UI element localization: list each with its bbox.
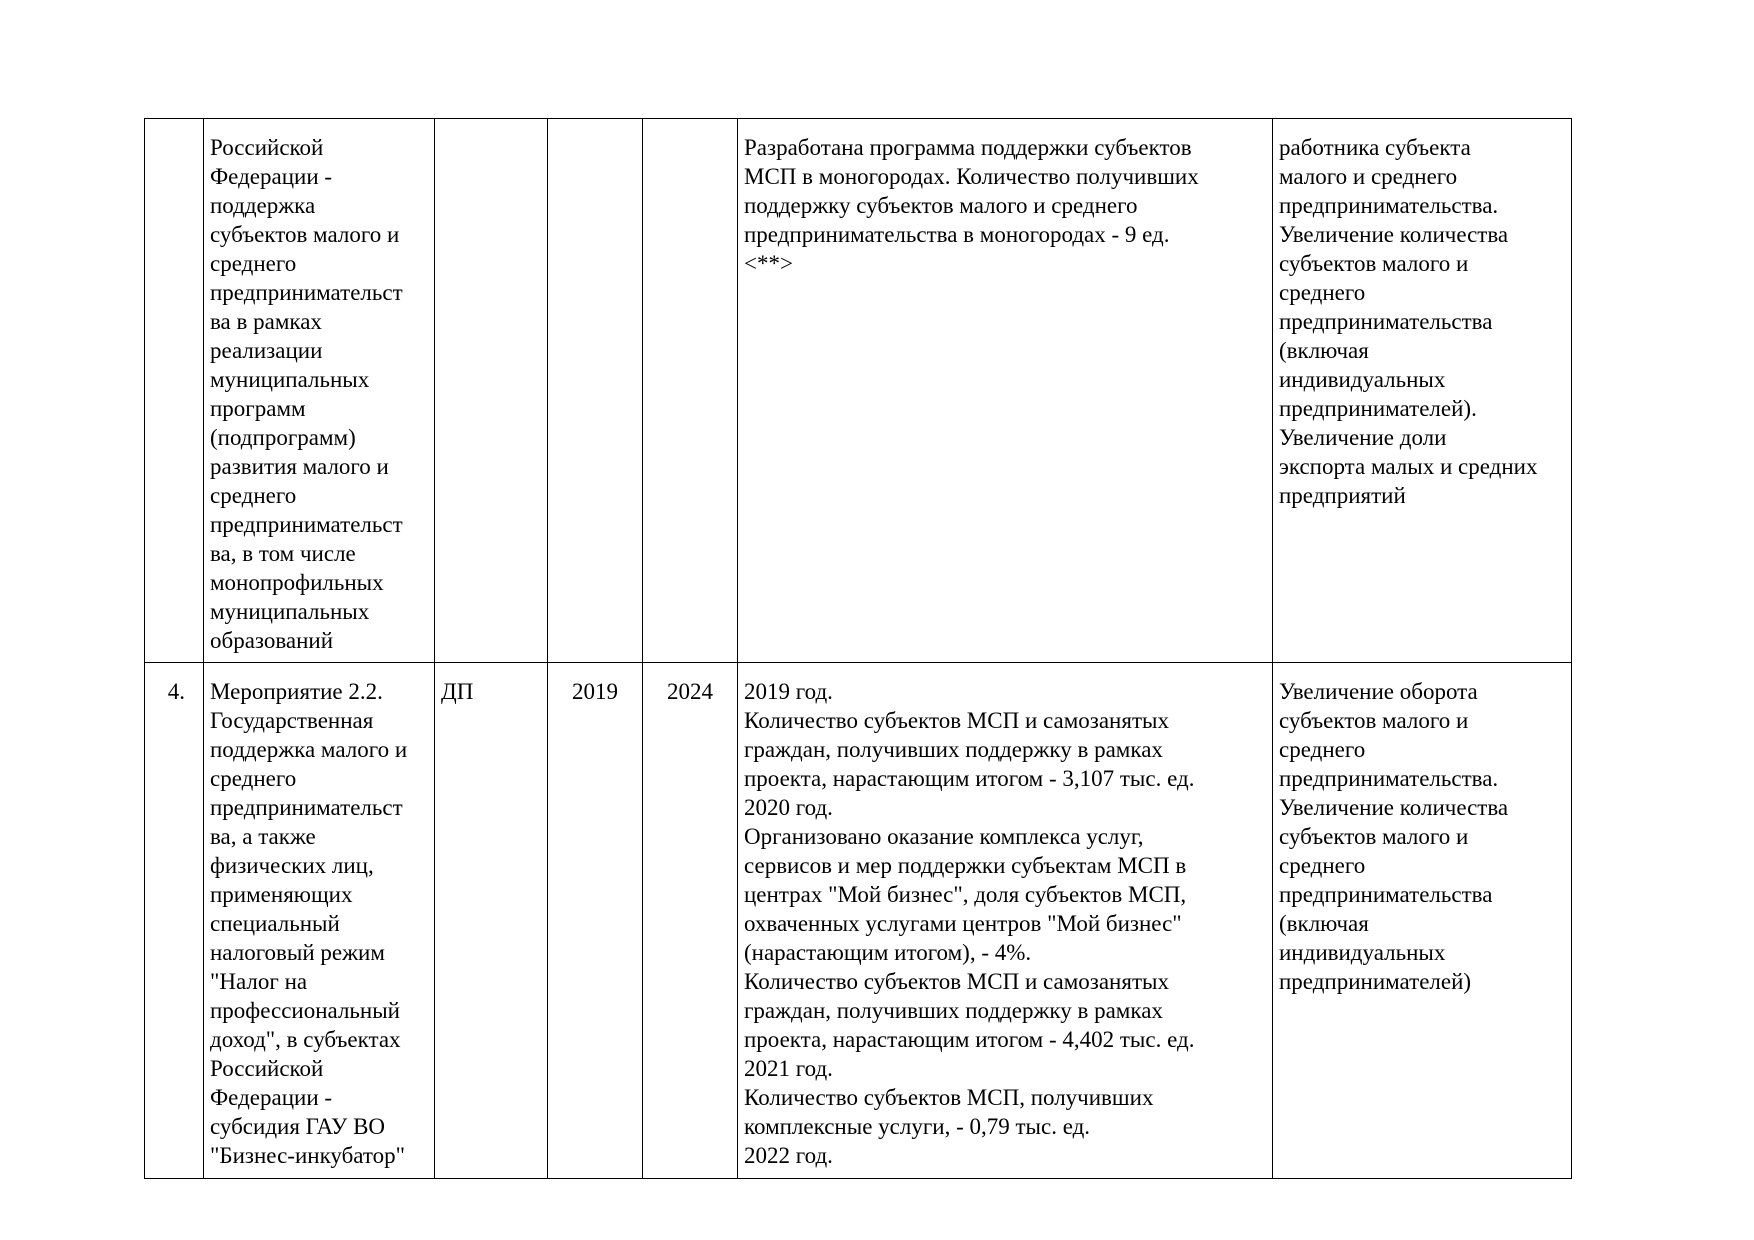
expected-result-line: сервисов и мер поддержки субъектам МСП в <box>744 853 1187 878</box>
activity-name-line: субсидия ГАУ ВО <box>210 1114 386 1139</box>
expected-result-line: поддержку субъектов малого и среднего <box>744 193 1138 218</box>
activity-name-line: Федерации - <box>210 1085 333 1110</box>
activity-name-line: среднего <box>210 483 297 508</box>
activity-name-line: ва, в том числе <box>210 541 356 566</box>
expected-result-line: проекта, нарастающим итогом - 3,107 тыс. ед. <box>744 766 1195 791</box>
activity-name-line: (подпрограмм) <box>210 425 356 450</box>
expected-result-line: проекта, нарастающим итогом - 4,402 тыс. ед. <box>744 1027 1195 1052</box>
expected-result <box>738 663 1273 1179</box>
expected-result-line: граждан, получивших поддержку в рамках <box>744 737 1163 762</box>
expected-effect-line: предприятий <box>1279 483 1406 508</box>
expected-effect-line: среднего <box>1279 737 1366 762</box>
expected-result-line: <**> <box>744 251 793 276</box>
row-number: 4. <box>145 663 204 1179</box>
expected-result-line: (нарастающим итогом), - 4%. <box>744 940 1032 965</box>
activity-name-line: программ <box>210 396 306 421</box>
expected-effect-line: малого и среднего <box>1279 164 1458 189</box>
activity-name-line: Мероприятие 2.2. <box>210 679 383 704</box>
expected-result-line: Разработана программа поддержки субъектов <box>744 135 1192 160</box>
activity-name-line: развития малого и <box>210 454 389 479</box>
expected-result-line: Количество субъектов МСП, получивших <box>744 1085 1154 1110</box>
expected-effect-line: (включая <box>1279 911 1369 936</box>
activity-name-line: специальный <box>210 911 340 936</box>
expected-effect-line: Увеличение количества <box>1279 222 1509 247</box>
activity-name-line: среднего <box>210 251 297 276</box>
activity-name-line: среднего <box>210 766 297 791</box>
expected-effect-line: субъектов малого и <box>1279 251 1469 276</box>
expected-result-line: МСП в моногородах. Количество получивших <box>744 164 1199 189</box>
activity-name-line: физических лиц, <box>210 853 374 878</box>
expected-effect-line: предпринимателей) <box>1279 969 1472 994</box>
activity-name-line: ва, а также <box>210 824 316 849</box>
activity-name-line: ва в рамках <box>210 309 322 334</box>
activity-name-line: Федерации - <box>210 164 333 189</box>
activity-name-line: доход", в субъектах <box>210 1027 401 1052</box>
activity-name-line: налоговый режим <box>210 940 385 965</box>
table-row <box>145 119 1572 663</box>
activity-name-line: Государственная <box>210 708 374 733</box>
activity-name-line: поддержка <box>210 193 316 218</box>
expected-effect-line: предпринимательства <box>1279 309 1493 334</box>
activity-name-line: предпринимательст <box>210 795 403 820</box>
start-year: 2019 <box>548 663 643 1179</box>
expected-result-line: комплексные услуги, - 0,79 тыс. ед. <box>744 1114 1091 1139</box>
expected-effect-line: среднего <box>1279 853 1366 878</box>
expected-result-line: 2019 год. <box>744 679 833 704</box>
activities-table <box>144 118 1572 1179</box>
activity-name-line: субъектов малого и <box>210 222 400 247</box>
activity-name-line: муниципальных <box>210 367 370 392</box>
expected-effect-line: среднего <box>1279 280 1366 305</box>
expected-result-line: центрах "Мой бизнес", доля субъектов МСП, <box>744 882 1187 907</box>
expected-effect-line: субъектов малого и <box>1279 708 1469 733</box>
end-year <box>643 119 738 663</box>
activity-name <box>204 119 435 663</box>
expected-result-line: Количество субъектов МСП и самозанятых <box>744 708 1169 733</box>
activity-name-line: "Налог на <box>210 969 308 994</box>
expected-effect <box>1273 119 1572 663</box>
row-number <box>145 119 204 663</box>
executor <box>435 119 548 663</box>
expected-result-line: 2020 год. <box>744 795 833 820</box>
activity-name-line: предпринимательст <box>210 280 403 305</box>
activity-name-line: предпринимательст <box>210 512 403 537</box>
expected-effect-line: Увеличение оборота <box>1279 679 1478 704</box>
expected-effect-line: индивидуальных <box>1279 940 1446 965</box>
expected-result-line: охваченных услугами центров "Мой бизнес" <box>744 911 1182 936</box>
expected-effect-line: предпринимательства. <box>1279 193 1499 218</box>
activity-name-line: Российской <box>210 135 324 160</box>
activity-name-line: монопрофильных <box>210 570 384 595</box>
expected-result-line: 2022 год. <box>744 1143 833 1168</box>
expected-effect-line: предпринимателей). <box>1279 396 1477 421</box>
executor: ДП <box>435 663 548 1179</box>
expected-effect-line: предпринимательства. <box>1279 766 1499 791</box>
expected-effect-line: работника субъекта <box>1279 135 1471 160</box>
activity-name-line: поддержка малого и <box>210 737 408 762</box>
expected-effect-line: субъектов малого и <box>1279 824 1469 849</box>
expected-effect-line: экспорта малых и средних <box>1279 454 1538 479</box>
activity-name <box>204 663 435 1179</box>
end-year: 2024 <box>643 663 738 1179</box>
expected-effect-line: предпринимательства <box>1279 882 1493 907</box>
activity-name-line: реализации <box>210 338 323 363</box>
expected-result-line: предпринимательства в моногородах - 9 ед. <box>744 222 1170 247</box>
activity-name-line: применяющих <box>210 882 353 907</box>
table-row <box>145 663 1572 1179</box>
activity-name-line: образований <box>210 628 334 653</box>
expected-result-line: Количество субъектов МСП и самозанятых <box>744 969 1169 994</box>
activity-name-line: Российской <box>210 1056 324 1081</box>
expected-result-line: 2021 год. <box>744 1056 833 1081</box>
expected-effect-line: Увеличение доли <box>1279 425 1447 450</box>
expected-result <box>738 119 1273 663</box>
activity-name-line: профессиональный <box>210 998 400 1023</box>
expected-result-line: граждан, получивших поддержку в рамках <box>744 998 1163 1023</box>
start-year <box>548 119 643 663</box>
expected-effect-line: индивидуальных <box>1279 367 1446 392</box>
expected-effect-line: (включая <box>1279 338 1369 363</box>
expected-effect-line: Увеличение количества <box>1279 795 1509 820</box>
activity-name-line: муниципальных <box>210 599 370 624</box>
expected-result-line: Организовано оказание комплекса услуг, <box>744 824 1144 849</box>
expected-effect <box>1273 663 1572 1179</box>
activity-name-line: "Бизнес-инкубатор" <box>210 1143 406 1168</box>
